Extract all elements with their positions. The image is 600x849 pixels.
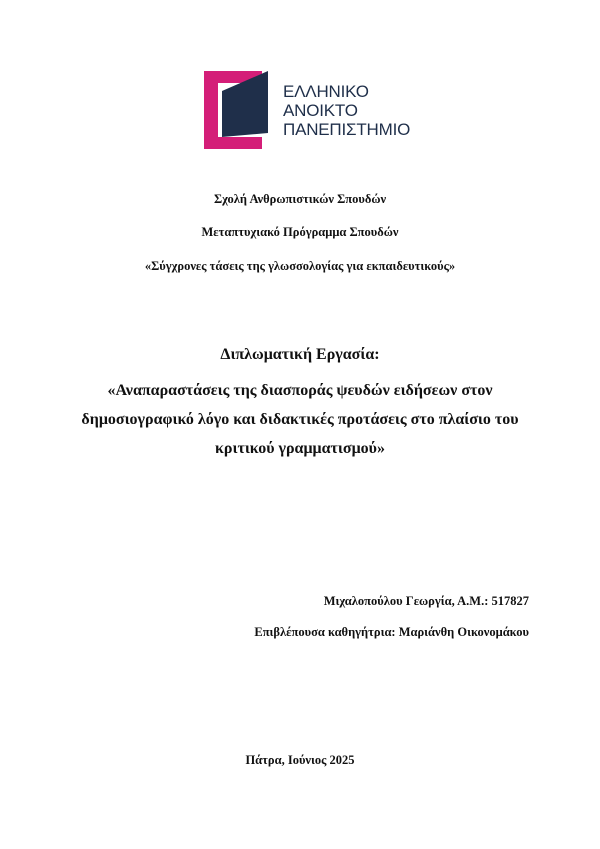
logo-line-2: ΑΝΟΙΚΤΟ <box>283 101 358 120</box>
logo-mark-icon <box>204 71 280 149</box>
school-name: Σχολή Ανθρωπιστικών Σπουδών <box>213 192 387 206</box>
university-logo <box>204 71 411 151</box>
thesis-title-line-3: κριτικού γραμματισμού» <box>215 440 385 457</box>
supervisor-line: Επιβλέπουσα καθηγήτρια: Μαριάνθη Οικονομάκου <box>254 625 529 639</box>
logo-line-3: ΠΑΝΕΠΙΣΤΗΜΙΟ <box>283 120 411 139</box>
thesis-title-line-1: «Αναπαραστάσεις της διασποράς ψευδών ειδήσεων στον <box>107 382 493 399</box>
thesis-title-line-2: δημοσιογραφικό λόγο και διδακτικές προτάσεις στο πλαίσιο του <box>81 411 519 428</box>
place-date: Πάτρα, Ιούνιος 2025 <box>245 753 355 767</box>
logo-line-1: ΕΛΛΗΝΙΚΟ <box>283 82 369 101</box>
author-line: Μιχαλοπούλου Γεωργία, Α.Μ.: 517827 <box>323 594 529 608</box>
program-name: «Σύγχρονες τάσεις της γλωσσολογίας για εκπαιδευτικούς» <box>144 259 456 273</box>
thesis-type: Διπλωματική Εργασία: <box>220 346 380 363</box>
logo-text <box>283 82 410 139</box>
program-label: Μεταπτυχιακό Πρόγραμμα Σπουδών <box>201 225 399 239</box>
